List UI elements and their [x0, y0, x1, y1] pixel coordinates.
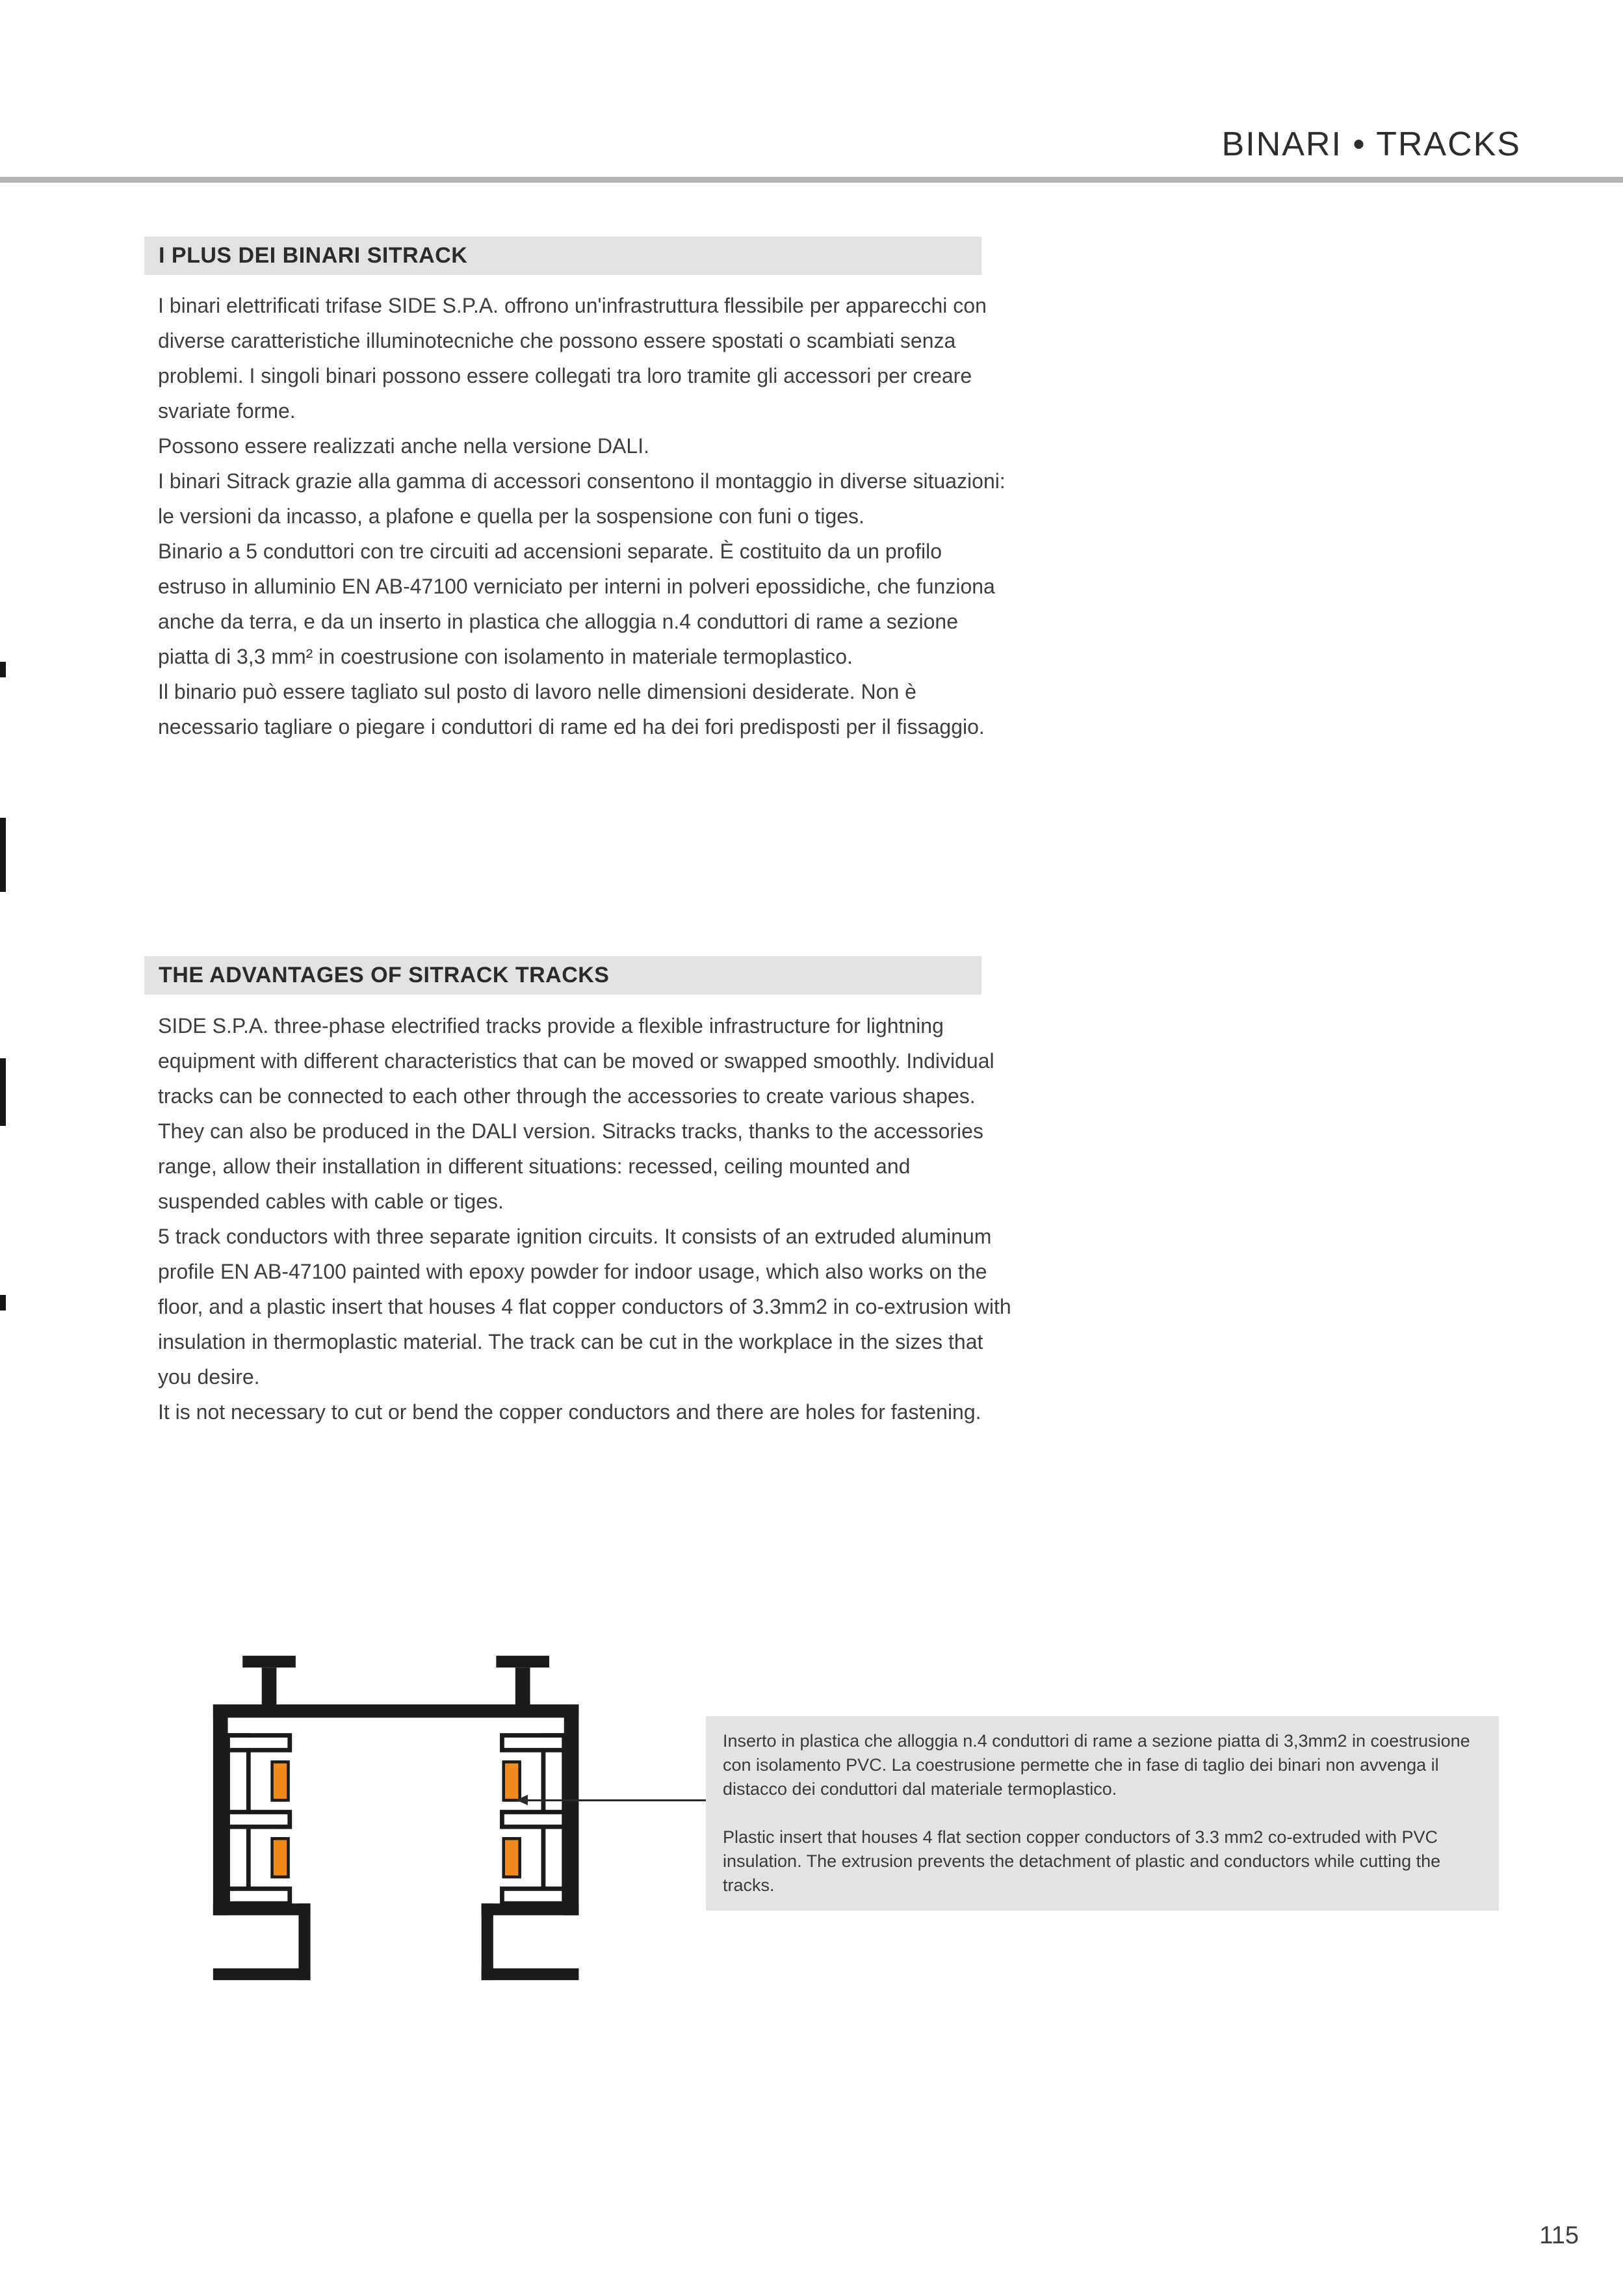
body-paragraph: Il binario può essere tagliato sul posto di lavoro nelle dimensioni desiderate. Non è necessario tagliare o piegare i conduttori di rame ed ha dei fori predisposti per il fissaggio. [158, 680, 985, 738]
page-title: BINARI • TRACKS [1221, 125, 1521, 163]
track-profile-drawing [207, 1650, 606, 1990]
body-paragraph: Binario a 5 conduttori con tre circuiti ad accensioni separate. È costituito da un profilo estruso in alluminio EN AB-47100 verniciato per interni in polveri epossidiche, che funziona anche da terra, e da un inserto in plastica che alloggia n.4 conduttori di rame a sezione piatta di 3,3 mm² in coestrusione con isolamento in materiale termoplastico. [158, 540, 995, 668]
callout-leader-line [526, 1799, 707, 1801]
print-mark [0, 662, 6, 677]
body-paragraph: I binari elettrificati trifase SIDE S.P.A. offrono un'infrastruttura flessibile per apparecchi con diverse caratteristiche illuminotecniche che possono essere spostati o scambiati senza problemi. I singoli binari possono essere collegati tra loro tramite gli accessori per creare svariate forme. [158, 294, 987, 423]
copper-conductors [272, 1762, 520, 1877]
section-body-english [158, 1008, 1013, 1429]
body-paragraph: I binari Sitrack grazie alla gamma di accessori consentono il montaggio in diverse situazioni: [158, 469, 1006, 493]
callout-paragraph-italian: Inserto in plastica che alloggia n.4 conduttori di rame a sezione piatta di 3,3mm2 in coestrusione con isolamento PVC. La coestrusione permette che in fase di taglio dei binari non avvenga il distacco dei conduttori dal materiale termoplastico. [723, 1731, 1470, 1799]
section-body-italian [158, 288, 1013, 744]
callout-paragraph-english: Plastic insert that houses 4 flat section copper conductors of 3.3 mm2 co-extruded with PVC insulation. The extrusion prevents the detachment of plastic and conductors while cutting the tracks. [723, 1827, 1441, 1895]
section-heading-english: THE ADVANTAGES OF SITRACK TRACKS [144, 956, 981, 995]
body-paragraph: Possono essere realizzati anche nella versione DALI. [158, 434, 649, 458]
body-paragraph: le versioni da incasso, a plafone e quella per la sospensione con funi o tiges. [158, 504, 864, 528]
insert-callout-box [706, 1716, 1499, 1911]
body-paragraph: It is not necessary to cut or bend the copper conductors and there are holes for fastening. [158, 1400, 981, 1424]
section-heading-italian: I PLUS DEI BINARI SITRACK [144, 237, 981, 275]
leader-arrow-icon [516, 1795, 528, 1805]
page-number: 115 [1539, 2222, 1579, 2249]
print-mark [0, 1295, 6, 1311]
print-mark [0, 1058, 6, 1126]
track-cross-section-diagram [207, 1650, 606, 1990]
body-paragraph: They can also be produced in the DALI version. Sitracks tracks, thanks to the accessories range, allow their installation in different situations: recessed, ceiling mounted and suspended cables with cable or tiges. [158, 1119, 983, 1213]
print-mark [0, 818, 6, 892]
body-paragraph: 5 track conductors with three separate ignition circuits. It consists of an extruded aluminum profile EN AB-47100 painted with epoxy powder for indoor usage, which also works on the floor, and a plastic insert that houses 4 flat copper conductors of 3.3mm2 in co-extrusion with insulation in thermoplastic material. The track can be cut in the workplace in the sizes that you desire. [158, 1225, 1011, 1389]
body-paragraph: SIDE S.P.A. three-phase electrified tracks provide a flexible infrastructure for lightning equipment with different characteristics that can be moved or swapped smoothly. Individual tracks can be connected to each other through the accessories to create various shapes. [158, 1014, 994, 1108]
header-divider [0, 177, 1623, 183]
